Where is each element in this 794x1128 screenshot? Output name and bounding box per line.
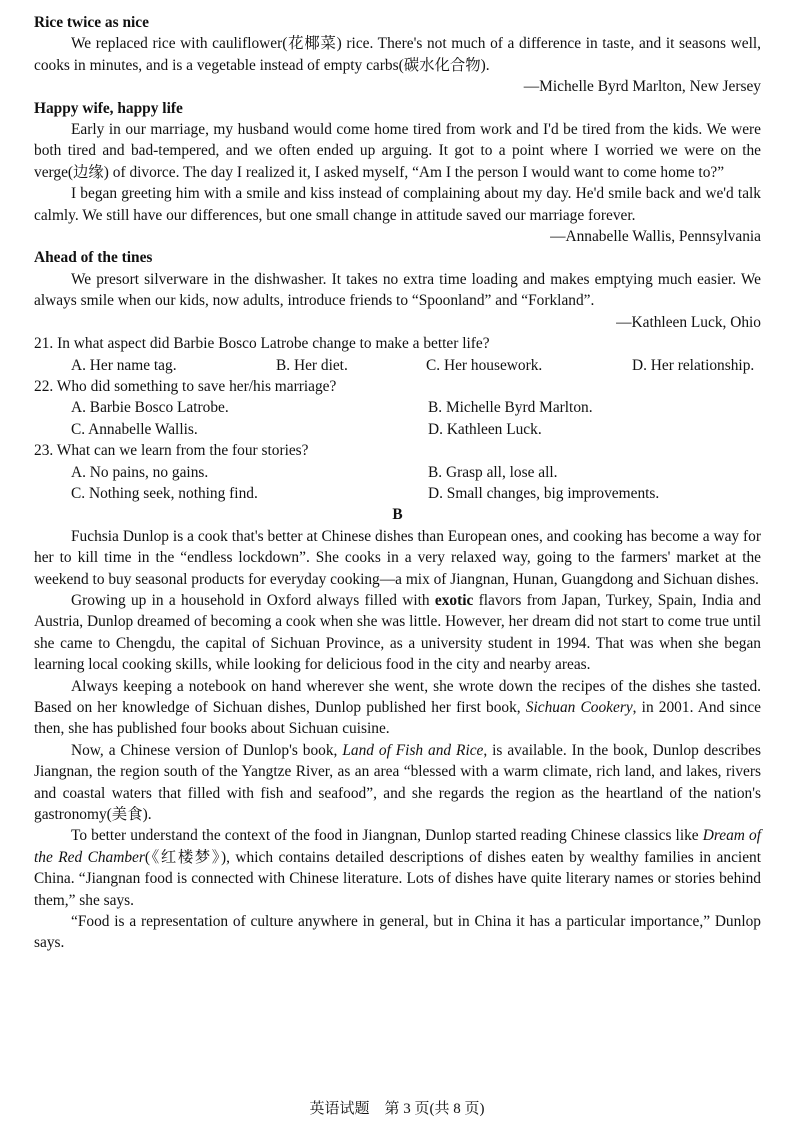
story-author: —Annabelle Wallis, Pennsylvania <box>550 228 761 246</box>
option-a: A. Barbie Bosco Latrobe. <box>71 399 229 417</box>
text-segment: Now, a Chinese version of Dunlop's book, <box>71 741 343 759</box>
question-23: 23. What can we learn from the four stories? <box>34 442 309 460</box>
page-content <box>34 12 761 954</box>
question-21: 21. In what aspect did Barbie Bosco Latrobe change to make a better life? <box>34 335 490 353</box>
passage-paragraph: “Food is a representation of culture anywhere in general, but in China it has a particular importance,” Dunlop says. <box>34 913 761 952</box>
option-a: A. No pains, no gains. <box>71 463 209 481</box>
passage-paragraph <box>34 590 761 676</box>
text-segment: (《红楼梦》), which contains detailed descriptions of dishes eaten by wealthy families in ancient China. “Jiangnan food is connected with Chinese literature. Lots of dishes have quite literary names or stories behind them,” she says. <box>34 848 761 909</box>
question-22: 22. Who did something to save her/his marriage? <box>34 377 337 395</box>
section-label: B <box>392 506 403 524</box>
option-d: D. Kathleen Luck. <box>428 420 542 438</box>
option-b: B. Grasp all, lose all. <box>428 463 558 481</box>
passage-paragraph: Fuchsia Dunlop is a cook that's better at Chinese dishes than European ones, and cooking has become a way for her to kill time in the “endless lockdown”. She cooks in a very relaxed way, going to the farmers' market at the weekend to buy seasonal products for everyday cooking—a mix of Jiangnan, Hunan, Guangdong and Sichuan dishes. <box>34 527 761 588</box>
story-author: —Kathleen Luck, Ohio <box>616 313 761 331</box>
text-segment: Always keeping a notebook on hand wherever she went, she wrote down the recipes of the dishes she tasted. Based on her knowledge of Sichuan dishes, Dunlop published her first book, <box>34 677 761 716</box>
option-b: B. Her diet. <box>276 356 348 374</box>
story-author: —Michelle Byrd Marlton, New Jersey <box>523 78 761 96</box>
book-title: Land of Fish and Rice <box>342 741 484 759</box>
passage-paragraph <box>34 825 761 911</box>
option-c: C. Nothing seek, nothing find. <box>71 484 258 502</box>
option-b: B. Michelle Byrd Marlton. <box>428 399 593 417</box>
book-title: Dream of the Red Chamber <box>34 827 761 866</box>
option-a: A. Her name tag. <box>71 356 177 374</box>
question-22-options-row1 <box>34 397 761 418</box>
page-footer: 英语试题 第 3 页(共 8 页) <box>309 1101 485 1117</box>
text-segment: Growing up in a household in Oxford always filled with <box>71 591 435 609</box>
story-title: Ahead of the tines <box>34 249 153 267</box>
question-23-options-row2 <box>34 483 761 504</box>
story-paragraph: Early in our marriage, my husband would come home tired from work and I'd be tired from the kids. We were both tired and bad-tempered, and we often ended up arguing. It got to a point where I worried we were on the verge(边缘) of divorce. The day I realized it, I asked myself, “Am I the person I would want to come home to?” <box>34 121 761 181</box>
text-segment: To better understand the context of the food in Jiangnan, Dunlop started reading Chinese classics like <box>71 827 703 845</box>
question-22-options-row2 <box>34 419 761 440</box>
text-segment: , in 2001. And since then, she has published four books about Sichuan cuisine. <box>34 699 761 738</box>
passage-paragraph <box>34 740 761 826</box>
question-21-options <box>34 355 761 376</box>
book-title: Sichuan Cookery <box>525 699 633 716</box>
option-c: C. Annabelle Wallis. <box>71 420 198 438</box>
text-segment: flavors from Japan, Turkey, Spain, India and Austria, Dunlop dreamed of becoming a cook when she was little. However, her dream did not start to come true until she came to Chengdu, the capital of Sichuan Province, as a university student in 1994. That was when she began learning local cooking skills, while looking for delicious food in the city and nearby areas. <box>34 591 761 674</box>
text-segment: , is available. In the book, Dunlop describes Jiangnan, the region south of the Yangtze River, as an area “blessed with a warm climate, rich land, and lakes, rivers and coastal waters that filled with fish and seafood”, and she regards the region as the heartland of the nation's gastronomy(美食). <box>34 741 762 824</box>
question-23-options-row1 <box>34 462 761 483</box>
story-paragraph: I began greeting him with a smile and kiss instead of complaining about my day. He'd smile back and we'd talk calmly. We still have our differences, but one small change in attitude saved our marriage forever. <box>34 185 761 224</box>
passage-paragraph <box>34 676 761 740</box>
story-title: Happy wife, happy life <box>34 99 183 117</box>
option-d: D. Her relationship. <box>632 356 755 374</box>
option-c: C. Her housework. <box>426 356 543 374</box>
story-paragraph: We presort silverware in the dishwasher. It takes no extra time loading and makes emptying much easier. We always smile when our kids, now adults, introduce friends to “Spoonland” and “Forkland”. <box>34 270 761 310</box>
story-title: Rice twice as nice <box>34 14 149 31</box>
story-paragraph: We replaced rice with cauliflower(花椰菜) rice. There's not much of a difference in taste, and it seasons well, cooks in minutes, and is a vegetable instead of empty carbs(碳水化合物). <box>34 35 761 74</box>
option-d: D. Small changes, big improvements. <box>428 484 660 502</box>
highlighted-word: exotic <box>434 591 474 609</box>
